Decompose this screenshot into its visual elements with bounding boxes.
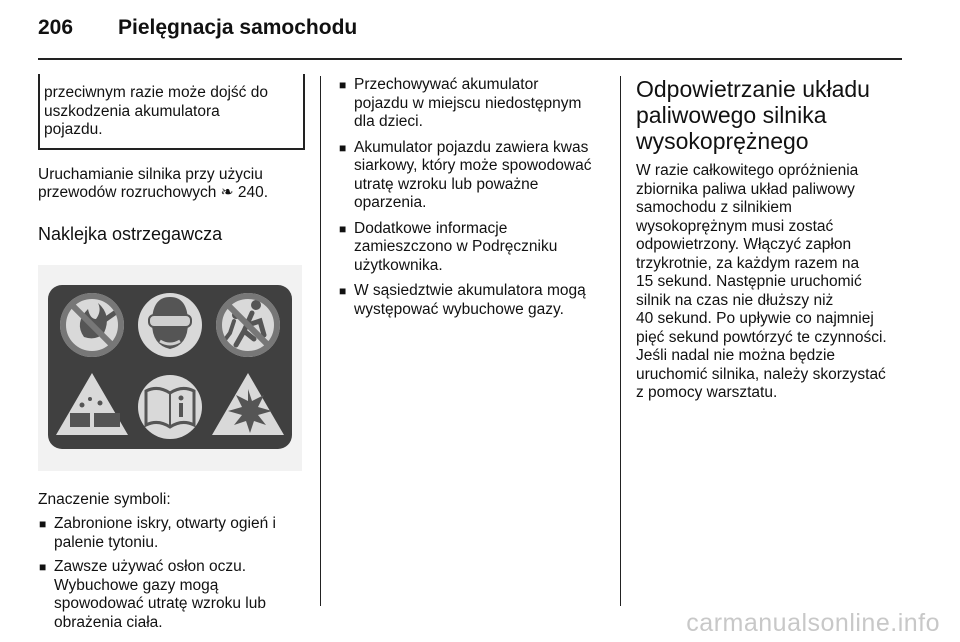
heading-line: Odpowietrzanie układu	[636, 76, 870, 102]
body-line: uruchomić silnika, należy skorzystać	[636, 365, 886, 383]
page-number: 206	[38, 16, 74, 39]
bullet-square-icon: ■	[339, 78, 347, 92]
bullet-square-icon: ■	[339, 284, 347, 298]
page-header	[38, 16, 902, 50]
list-item-line: utratę wzroku lub poważne	[354, 175, 539, 193]
list-item-line: Wybuchowe gazy mogą	[54, 576, 219, 594]
column-3	[636, 76, 904, 403]
explosive-gas-icon	[212, 373, 284, 435]
list-item-line: siarkowy, który może spowodować	[354, 157, 592, 174]
list-item-line: spowodować utratę wzroku lub	[54, 595, 266, 612]
list-item-line: dla dzieci.	[354, 113, 423, 130]
list-item-line: użytkownika.	[354, 256, 443, 274]
body-line: Jeśli nadal nie można będzie	[636, 347, 836, 364]
list-item	[38, 515, 304, 552]
list-item-line: występować wybuchowe gazy.	[354, 300, 564, 318]
column-divider-2	[620, 76, 621, 606]
read-manual-icon	[138, 375, 202, 439]
warning-box-continued	[38, 74, 305, 150]
body-line: zbiornika paliwa układ paliwowy	[636, 180, 855, 198]
warning-sticker	[48, 285, 292, 449]
list-item-line: pojazdu w miejscu niedostępnym	[354, 94, 582, 112]
list-item-line: Dodatkowe informacje	[354, 219, 508, 237]
watermark: carmanualsonline.info	[686, 609, 940, 637]
warning-sticker-graphic	[48, 285, 292, 449]
body-line: 15 sekund. Następnie uruchomić	[636, 273, 862, 290]
column-1	[38, 74, 304, 638]
warning-line: przeciwnym razie może dojść do	[44, 84, 268, 101]
list-item-line: Zawsze używać osłon oczu.	[54, 558, 247, 575]
paragraph-line: Uruchamianie silnika przy użyciu	[38, 165, 263, 183]
symbols-intro: Znaczenie symboli:	[38, 490, 171, 508]
list-item-line: Akumulator pojazdu zawiera kwas	[354, 138, 589, 156]
body-line: silnik na czas nie dłuższy niż	[636, 291, 834, 309]
list-item	[38, 558, 304, 632]
body-line: 40 sekund. Po upływie co najmniej	[636, 310, 874, 327]
no-fire-icon	[60, 293, 124, 357]
list-item-line: oparzenia.	[354, 194, 427, 211]
body-line: samochodu z silnikiem	[636, 199, 792, 216]
list-item	[338, 139, 608, 213]
bullet-square-icon: ■	[339, 140, 347, 155]
list-item-line: palenie tytoniu.	[54, 533, 159, 551]
list-item-line: Zabronione iskry, otwarty ogień i	[54, 515, 276, 532]
warning-line: uszkodzenia akumulatora	[44, 102, 220, 120]
section-body	[636, 162, 904, 403]
list-item-line: Przechowywać akumulator	[354, 76, 539, 93]
warning-sticker-figure	[38, 265, 302, 471]
jumpstart-paragraph	[38, 166, 304, 203]
list-item-line: W sąsiedztwie akumulatora mogą	[354, 282, 586, 299]
bullet-square-icon: ■	[339, 221, 347, 236]
body-line: trzykrotnie, za każdym razem na	[636, 254, 860, 272]
battery-safety-list	[338, 76, 608, 319]
column-divider-1	[320, 76, 321, 606]
body-line: pięć sekund powtórzyć te czynności.	[636, 328, 887, 346]
bullet-square-icon: ■	[39, 560, 47, 574]
symbols-list	[38, 515, 304, 632]
keep-children-away-icon	[216, 293, 280, 357]
bullet-square-icon: ■	[39, 517, 47, 531]
list-item	[338, 76, 608, 132]
column-2	[338, 76, 608, 326]
body-line: W razie całkowitego opróżnienia	[636, 162, 859, 179]
list-item-line: zamieszczono w Podręczniku	[354, 238, 558, 255]
body-line: odpowietrzony. Włączyć zapłon	[636, 236, 852, 253]
eye-protection-icon	[138, 293, 202, 357]
section-heading	[636, 76, 904, 154]
page-reference-link[interactable]: przewodów rozruchowych ❧ 240.	[38, 184, 269, 201]
list-item	[338, 282, 608, 319]
list-item-line: obrażenia ciała.	[54, 613, 163, 631]
body-line: wysokoprężnym musi zostać	[636, 217, 834, 235]
body-line: z pomocy warsztatu.	[636, 384, 778, 401]
heading-line: paliwowego silnika	[636, 102, 827, 128]
sticker-heading: Naklejka ostrzegawcza	[38, 223, 223, 244]
page-title: Pielęgnacja samochodu	[118, 16, 358, 39]
warning-line: pojazdu.	[44, 121, 103, 138]
list-item	[338, 220, 608, 276]
heading-line: wysokoprężnego	[636, 128, 809, 154]
header-rule	[38, 58, 902, 60]
acid-warning-icon	[56, 373, 128, 435]
